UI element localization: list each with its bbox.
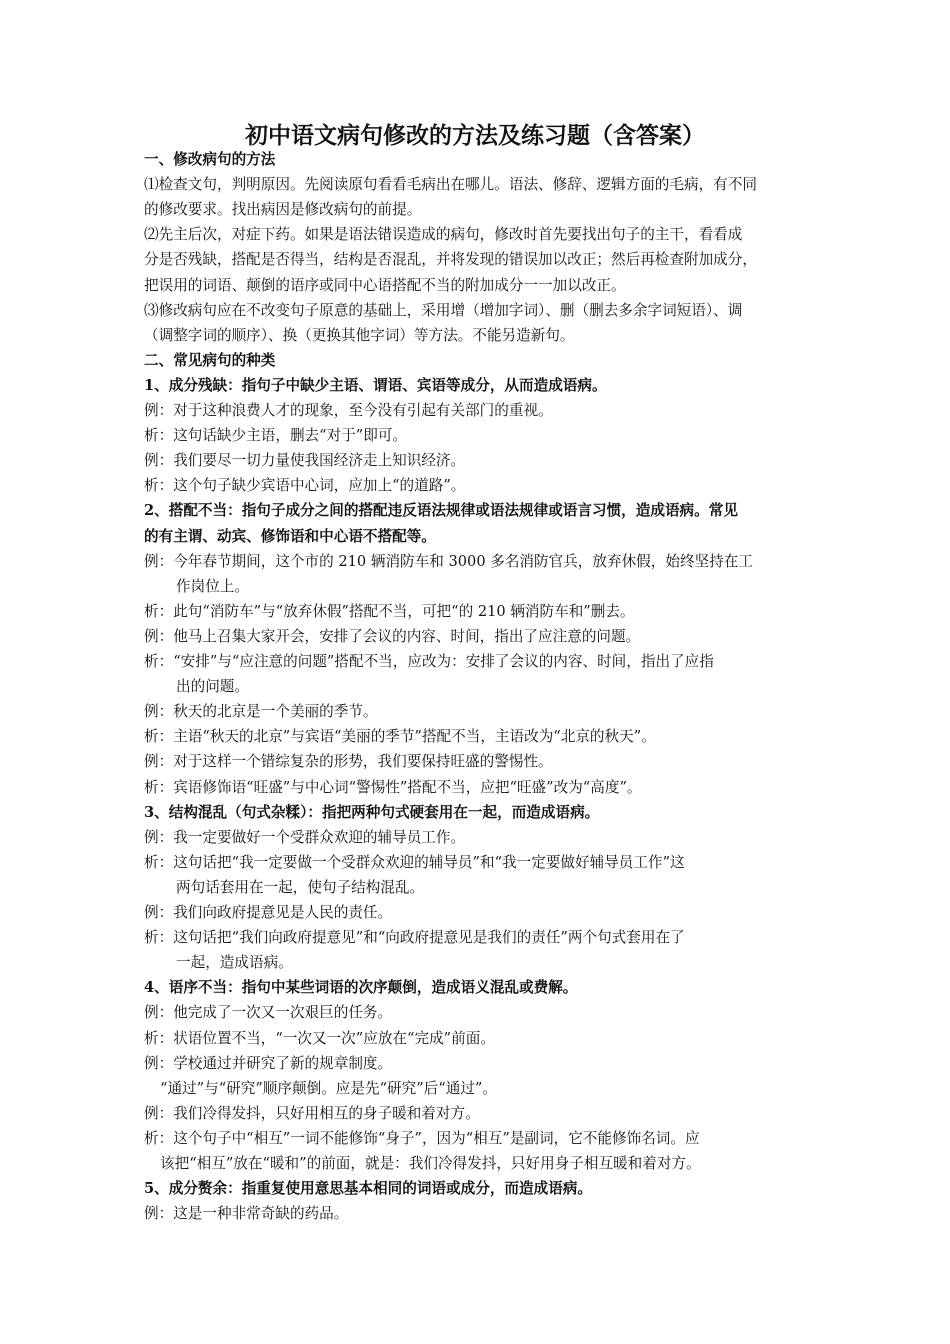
text-line: 两句话套用在一起，使句子结构混乱。 <box>176 878 425 896</box>
text-line: 析：这句话缺少主语，删去“对于”即可。 <box>144 427 408 445</box>
text-line: 例：我们要尽一切力量使我国经济走上知识经济。 <box>144 452 466 470</box>
text-line: ⑶修改病句应在不改变句子原意的基础上，采用增（增加字词）、删（删去多余字词短语）、调 <box>144 301 743 319</box>
text-line: 析：这个句子缺少宾语中心词，应加上“的道路”。 <box>144 477 466 495</box>
section-heading: 2、搭配不当：指句子成分之间的搭配违反语法规律或语法规律或语言习惯，造成语病。常见 <box>144 502 738 520</box>
text-line: ⑴检查文句，判明原因。先阅读原句看看毛病出在哪儿。语法、修辞、逻辑方面的毛病，有不同 <box>144 176 757 194</box>
section-heading: 4、语序不当：指句中某些词语的次序颠倒，造成语义混乱或费解。 <box>144 979 578 997</box>
section-heading: 一、修改病句的方法 <box>144 151 276 168</box>
text-line: 例：这是一种非常奇缺的药品。 <box>144 1205 349 1223</box>
text-line: （调整字词的顺序）、换（更换其他字词）等方法。不能另造新句。 <box>144 326 575 344</box>
text-line: 作岗位上。 <box>176 577 249 595</box>
text-line: 该把“相互”放在“暖和”的前面，就是：我们冷得发抖，只好用身子相互暖和着对方。 <box>160 1155 701 1172</box>
text-line: 析：“安排”与“应注意的问题”搭配不当，应改为：安排了会议的内容、时间，指出了应指 <box>144 653 714 670</box>
text-line: 例：今年春节期间，这个市的 210 辆消防车和 3000 多名消防官兵，放弃休假，始终坚持在工 <box>144 552 753 570</box>
text-line: ⑵先主后次，对症下药。如果是语法错误造成的病句，修改时首先要找出句子的主干，看看成 <box>144 226 743 244</box>
text-line: 析：状语位置不当，“一次又一次”应放在“完成”前面。 <box>144 1029 495 1047</box>
text-line: 析：这句话把“我一定要做一个受群众欢迎的辅导员”和“我一定要做好辅导员工作”这 <box>144 853 685 871</box>
section-heading: 1、成分残缺：指句子中缺少主语、谓语、宾语等成分，从而造成语病。 <box>144 376 607 394</box>
text-line: 析：这个句子中“相互”一词不能修饰“身子”，因为“相互”是副词，它不能修饰名词。应 <box>144 1129 700 1147</box>
section-heading: 的有主谓、动宾、修饰语和中心语不搭配等。 <box>144 527 436 545</box>
document-title: 初中语文病句修改的方法及练习题（含答案） <box>245 122 705 149</box>
text-line: 一起，造成语病。 <box>176 954 293 972</box>
text-line: 把误用的词语、颠倒的语序或同中心语搭配不当的附加成分一一加以改正。 <box>144 276 626 294</box>
section-heading: 5、成分赘余：指重复使用意思基本相同的词语或成分，而造成语病。 <box>144 1180 592 1198</box>
text-line: “通过”与“研究”顺序颠倒。应是先“研究”后“通过”。 <box>160 1079 497 1097</box>
section-heading: 3、结构混乱（句式杂糅）：指把两种句式硬套用在一起，而造成语病。 <box>144 803 600 821</box>
text-line: 例：对于这种浪费人才的现象，至今没有引起有关部门的重视。 <box>144 402 553 419</box>
text-line: 例：我们冷得发抖，只好用相互的身子暖和着对方。 <box>144 1104 480 1122</box>
text-line: 例：我一定要做好一个受群众欢迎的辅导员工作。 <box>144 828 466 846</box>
text-line: 例：对于这样一个错综复杂的形势，我们要保持旺盛的警惕性。 <box>144 753 553 771</box>
text-line: 例：学校通过并研究了新的规章制度。 <box>144 1054 393 1072</box>
text-line: 分是否残缺，搭配是否得当，结构是否混乱，并将发现的错误加以改正；然后再检查附加成分， <box>144 251 757 269</box>
text-line: 例：他马上召集大家开会，安排了会议的内容、时间，指出了应注意的问题。 <box>144 627 641 645</box>
text-line: 例：秋天的北京是一个美丽的季节。 <box>144 703 378 721</box>
text-line: 例：我们向政府提意见是人民的责任。 <box>144 904 393 921</box>
text-line: 出的问题。 <box>176 678 249 696</box>
text-line: 析：这句话把“我们向政府提意见”和“向政府提意见是我们的责任”两个句式套用在了 <box>144 929 685 947</box>
section-heading: 二、常见病句的种类 <box>144 351 276 369</box>
text-line: 析：此句“消防车”与“放弃休假”搭配不当，可把“的 210 辆消防车和”删去。 <box>144 602 635 620</box>
text-line: 析：主语“秋天的北京”与宾语“美丽的季节”搭配不当，主语改为“北京的秋天”。 <box>144 728 656 746</box>
text-line: 析：宾语修饰语“旺盛”与中心词“警惕性”搭配不当，应把“旺盛”改为“高度”。 <box>144 778 642 796</box>
text-line: 例：他完成了一次又一次艰巨的任务。 <box>144 1004 393 1022</box>
text-line: 的修改要求。找出病因是修改病句的前提。 <box>144 201 422 219</box>
